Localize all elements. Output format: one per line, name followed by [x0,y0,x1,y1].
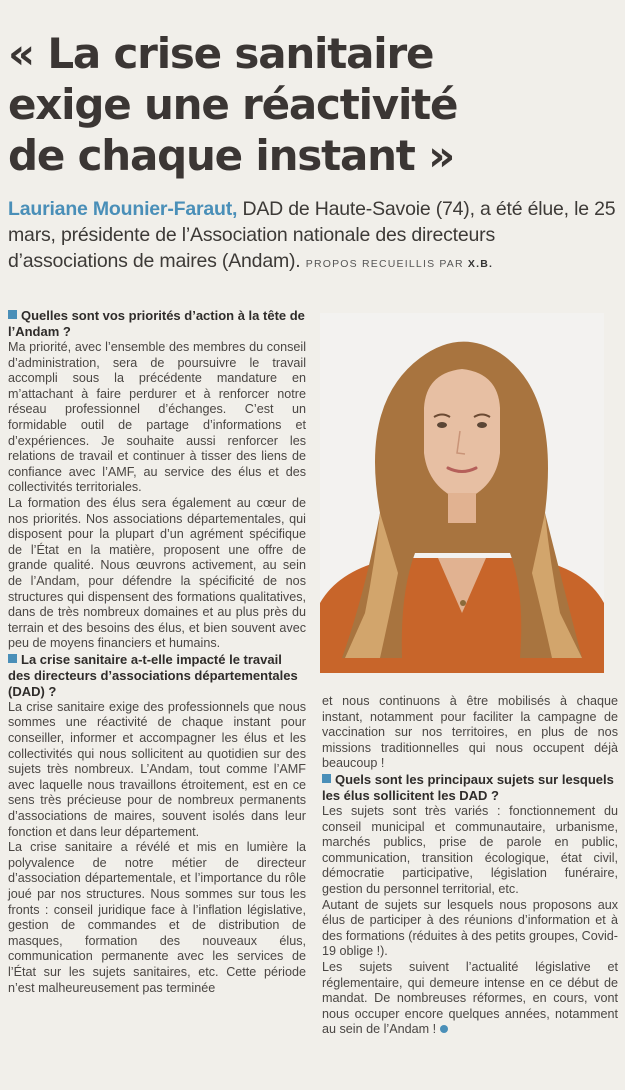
column-right [322,694,618,1038]
question-2: La crise sanitaire a-t-elle impacté le travail des directeurs d’associations départementales (DAD) ? [8,651,298,699]
background-ghost-text [565,40,625,210]
question-1: Quelles sont vos priorités d’action à la tête de l’Andam ? [8,308,305,339]
answer-1-paragraph-2: La formation des élus sera également au cœur de nos priorités. Nos associations départementales, qui disposent pour la plupart d’un agrément spécifique de l’État en la matière, proposent une offre de grande qualité. Nous œuvrons activement, au sein de l’Andam, pour défendre la spécificité de nos structures qui dispensent des formations qualitatives, dans de très nombreux domaines et au plus près du terrain et des besoins des élus, et bien souvent avec peu de moyens financiers et humains. [8,495,306,651]
square-bullet-icon [322,774,331,783]
answer-1-paragraph-1: Ma priorité, avec l’ensemble des membres du conseil d’administration, sera de poursuivre le travail accompli sous la précédente mandature en m’attachant à faire perdurer et à renforcer notre réseau professionnel d’échanges. C’est un formidable outil de partage d’informations et d’expériences. Je souhaite aussi renforcer les relations de travail et continuer à tisser des liens de confiance avec l’AMF, au service des élus et des collectivités territoriales. [8,340,306,495]
answer-2-paragraph-2: La crise sanitaire a révélé et mis en lumière la polyvalence de notre métier de directeur d’association départementale, et l’importance du rôle joué par nos structures. Nous sommes sur tous les fronts : conseil juridique face à l’inflation législative, gestion de commandes et de distribution de masques, formation des nouveaux élus, communication permanente avec les services de l’État sur les sujets sanitaires, etc. Cette période n’est malheureusement pas terminée [8,840,306,995]
answer-2-paragraph-1: La crise sanitaire exige des professionnels que nous sommes une réactivité de chaque instant pour conseiller, informer et accompagner les élus et les collectivités qui nous sollicitent au quotidien sur des sujets très nombreux. L’Andam, tout comme l’AMF avec laquelle nous travaillons étroitement, est en ce sens très précieuse pour de nombreux permanents d’associations de maires, souvent isolés dans leur fonction et dans leur département. [8,699,306,839]
answer-2-continued: et nous continuons à être mobilisés à chaque instant, notamment pour faciliter la campagne de vaccination sur nos territoires, en plus de nos missions traditionnelles qui nous occupent déjà beaucoup ! [322,694,618,771]
answer-3-paragraph-3: Les sujets suivent l’actualité législative et réglementaire, qui demeure intense en ce début de mandat. De nombreuses réformes, en cours, vont nous occuper encore quelques années, notamment au sein de l’Andam ! [322,959,618,1037]
end-dot-icon [440,1025,448,1033]
answer-3-paragraph-2: Autant de sujets sur lesquels nous proposons aux élus de participer à des réunions d’information et à des formations (réduites à des petits groupes, Covid-19 oblige !). [322,897,618,959]
title-line-3: de chaque instant » [8,131,455,180]
article-title [8,28,568,181]
credit-author: X.B. [467,258,494,270]
square-bullet-icon [8,654,17,663]
question-3: Quels sont les principaux sujets sur lesquels les élus sollicitent les DAD ? [322,771,614,803]
title-line-1: « La crise sanitaire [8,29,434,78]
column-left [8,308,306,996]
answer-3-paragraph-1: Les sujets sont très variés : fonctionnement du conseil municipal et communautaire, urbanisme, marchés publics, prise de parole en public, communication, transition écologique, état civil, démocratie participative, législation funéraire, gestion du personnel territorial, etc. [322,803,618,896]
intro-text: DAD de Haute-Savoie (74), a été élue, le 25 mars, présidente de l’Association nationale des directeurs d’associations de maires (Andam). [8,198,616,272]
intro-credit: PROPOS RECUEILLIS PAR X.B. [305,258,494,270]
square-bullet-icon [8,310,17,319]
face-shape [424,369,500,501]
article-intro [8,196,618,277]
portrait-illustration [320,313,604,673]
intro-author: Lauriane Mounier-Faraut, [8,198,238,220]
portrait-photo [320,313,604,673]
title-line-2: exige une réactivité [8,80,458,129]
